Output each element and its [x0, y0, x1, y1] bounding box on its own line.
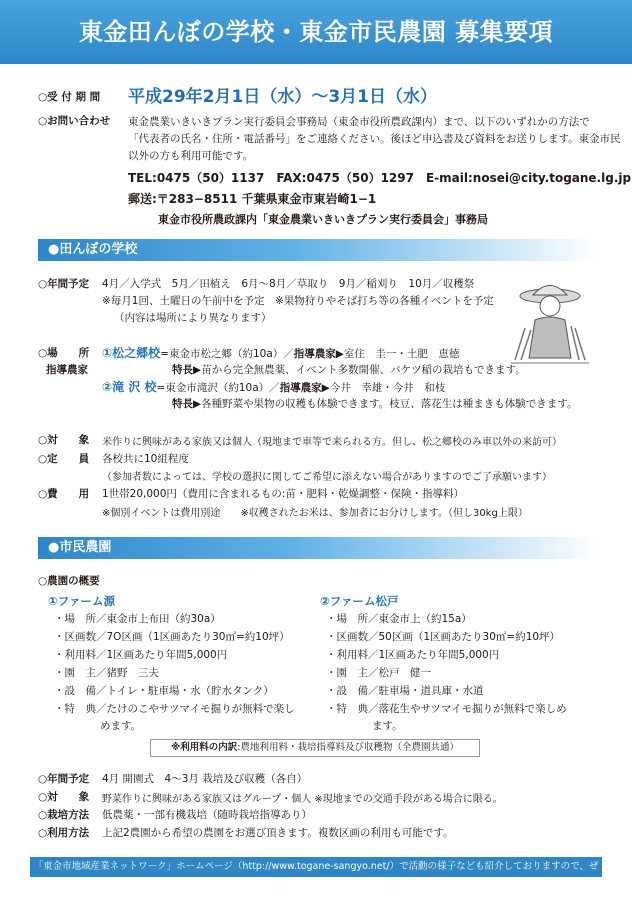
- farm-matsudo-item: ・園 主／松戸 健一: [326, 667, 431, 679]
- tanbo-section-header: ●田んぼの学校: [38, 239, 598, 261]
- tanbo-fee-label: ○費 用: [38, 488, 90, 500]
- farm-matsudo-item: ・設 備／駐車場・道具庫・水道: [326, 685, 484, 697]
- school-takizawa-place: =東金市滝沢（約10a）／: [156, 382, 280, 394]
- address-line: 郵送:〒283−8511 千葉県東金市東岩崎1−1: [128, 192, 377, 206]
- garden-section-header: ●市民農園: [38, 537, 598, 559]
- school-matsunogo-feature-text: 苗から完全無農薬、イベント多数開催、バケツ稲の栽培もできます。: [201, 364, 526, 376]
- inquiry-text-2: 「代表者の氏名・住所・電話番号」をご連絡ください。後ほど申込書及び資料をお送りします。東金市民: [128, 133, 621, 145]
- inquiry-text-3: 以外の方も利用可能です。: [128, 150, 254, 162]
- farm-gen-item-cont: めます。: [100, 720, 142, 732]
- school-takizawa: [102, 378, 445, 395]
- farm-gen-item: ・園 主／猪野 三夫: [54, 667, 159, 679]
- tanbo-capacity-label: ○定 員: [38, 453, 90, 465]
- inquiry-label: ○お問い合わせ: [38, 115, 111, 127]
- tanbo-target: 米作りに興味がある家族又は個人（現地まで車等で来られる方。但し、松之郷校のみ車以外の来訪可）: [102, 437, 562, 448]
- garden-method-label: ○栽培方法: [38, 809, 90, 821]
- farm-matsudo-item: ・利用料／1区画あたり年間5,000円: [326, 649, 500, 661]
- tanbo-target-label: ○対 象: [38, 434, 90, 446]
- garden-usage: 上記2農園から希望の農園をお選び頂きます。複数区画の利用も可能です。: [102, 827, 454, 839]
- garden-usage-label: ○利用方法: [38, 827, 90, 839]
- garden-schedule: 4月 開園式 4〜3月 栽培及び収穫（各自）: [102, 773, 308, 785]
- inquiry-text-1: 東金農業いきいきプラン実行委員会事務局（東金市役所農政課内）まで、以下のいずれかの方法で: [128, 116, 590, 128]
- period-label: ○受 付 期 間: [38, 91, 101, 103]
- office-line: 東金市役所農政課内「東金農業いきいきプラン実行委員会」事務局: [158, 213, 488, 226]
- farm-gen-item: ・設 備／トイレ・駐車場・水（貯水タンク）: [54, 685, 274, 697]
- farm-matsudo-item: ・特 典／落花生やサツマイモ掘りが無料で楽しめ: [326, 703, 567, 715]
- school-matsunogo-feature-label: 特長▶: [172, 364, 202, 376]
- fee-breakdown-note: [150, 739, 480, 757]
- tanbo-schedule-note-2: （内容は場所により異なります）: [114, 312, 272, 324]
- period-value: 平成29年2月1日（水）〜3月1日（水）: [128, 87, 437, 107]
- page-title: 東金田んぼの学校・東金市民農園 募集要項: [0, 0, 632, 64]
- farm-gen-item: ・場 所／東金市上布田（約30a）: [54, 613, 221, 625]
- garden-schedule-label: ○年間予定: [38, 773, 90, 785]
- garden-method: 低農薬・一部有機栽培（随時栽培指導あり）: [102, 809, 312, 821]
- school-takizawa-farmers: 今井 幸雄・今井 和枝: [329, 382, 446, 394]
- school-matsunogo: [102, 344, 459, 361]
- farmer-illustration-icon: [505, 268, 595, 368]
- garden-target: 野菜作りに興味がある家族又はグループ・個人 ※現地までの交通手段がある場合に限る。: [102, 794, 503, 805]
- tanbo-fee: 1世帯20,000円（費用に含まれるもの:苗・肥料・乾燥調整・保険・指導料）: [102, 488, 464, 500]
- footer-banner: 「東金市地域産業ネットワーク」ホームページ（http://www.togane-sangyo.net/）で活動の様子なども紹介しておりますので、ぜひご覧ください。: [30, 857, 602, 877]
- farm-gen-item: ・利用料／1区画あたり年間5,000円: [54, 649, 228, 661]
- garden-overview-label: ○農園の概要: [38, 575, 100, 587]
- farm-matsudo-item: ・区画数／50区画（1区画あたり30㎡=約10坪）: [326, 631, 561, 643]
- garden-target-label: ○対 象: [38, 791, 90, 803]
- school-takizawa-name: ②滝 沢 校: [102, 380, 157, 394]
- tanbo-schedule-label: ○年間予定: [38, 278, 90, 290]
- school-matsunogo-place: =東金市松之郷（約10a）／: [160, 348, 294, 360]
- school-matsunogo-name: ①松之郷校: [102, 346, 161, 360]
- school-takizawa-feature-label: 特長▶: [172, 398, 202, 410]
- farm-gen-name: ①ファーム源: [48, 594, 116, 608]
- farm-matsudo-item: ・場 所／東金市上（約15a）: [326, 613, 472, 625]
- tanbo-fee-note: ※個別イベントは費用別途 ※収穫されたお米は、参加者にお分けします。（但し30kg上限）: [102, 508, 528, 519]
- tanbo-schedule-note-1: ※毎月1回、土曜日の午前中を予定 ※果物狩りやそば打ち等の各種イベントを予定: [102, 295, 494, 307]
- school-takizawa-feature: [172, 396, 577, 411]
- farm-matsudo-item-cont: ます。: [372, 720, 403, 732]
- school-takizawa-feature-text: 各種野菜や果物の収穫も体験できます。枝豆、落花生は種まきも体験できます。: [201, 398, 578, 410]
- school-matsunogo-farmers: 室住 圭一・土肥 恵徳: [343, 348, 460, 360]
- farm-gen-item: ・特 典／たけのこやサツマイモ掘りが無料で楽し: [54, 703, 295, 715]
- tanbo-farmer-label: 指導農家: [46, 364, 88, 376]
- farm-matsudo-name: ②ファーム松戸: [320, 594, 399, 608]
- farm-gen-item: ・区画数／7O区画（1区画あたり30㎡=約10坪）: [54, 631, 290, 643]
- tanbo-capacity: 各校共に10組程度: [102, 453, 189, 465]
- fee-breakdown-text: :農地利用料・栽培指導料及び収穫物（全農園共通）: [237, 742, 459, 753]
- contact-line: TEL:0475（50）1137 FAX:0475（50）1297 E-mail:nosei@city.togane.lg.jp: [128, 171, 632, 185]
- school-matsunogo-feature: [172, 362, 526, 377]
- school-takizawa-farmer-label: 指導農家▶: [279, 382, 330, 394]
- tanbo-place-label: ○場 所: [38, 347, 90, 359]
- school-matsunogo-farmer-label: 指導農家▶: [293, 348, 344, 360]
- tanbo-capacity-note: （参加者数によっては、学校の選択に関してご希望に添えない場合がありますのでご了承願います）: [102, 472, 552, 483]
- tanbo-schedule: 4月／入学式 5月／田植え 6月〜8月／草取り 9月／稲刈り 10月／収穫祭: [102, 278, 475, 290]
- fee-breakdown-label: ※利用料の内訳: [171, 742, 238, 753]
